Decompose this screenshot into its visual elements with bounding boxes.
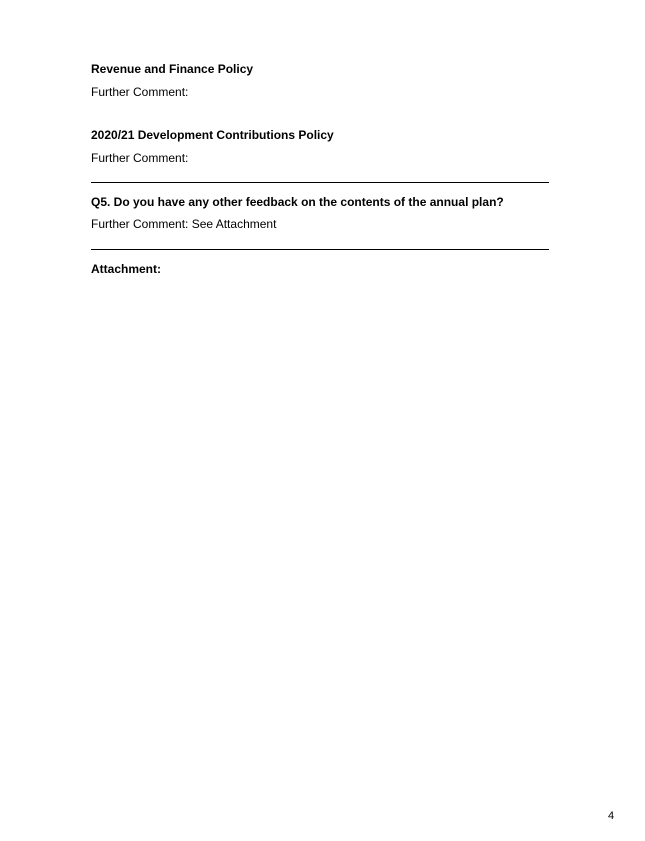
section-comment-development-contributions-policy: Further Comment: xyxy=(91,151,189,165)
section-divider xyxy=(91,182,549,183)
question-comment-q5: Further Comment: See Attachment xyxy=(91,217,277,231)
section-heading-revenue-finance-policy: Revenue and Finance Policy xyxy=(91,62,254,76)
page-number: 4 xyxy=(608,810,615,822)
section-heading-development-contributions-policy: 2020/21 Development Contributions Policy xyxy=(91,128,334,142)
question-heading-q5: Q5. Do you have any other feedback on the contents of the annual plan? xyxy=(91,195,504,209)
section-comment-revenue-finance-policy: Further Comment: xyxy=(91,85,189,99)
section-divider xyxy=(91,249,549,250)
attachment-label: Attachment: xyxy=(91,262,162,276)
